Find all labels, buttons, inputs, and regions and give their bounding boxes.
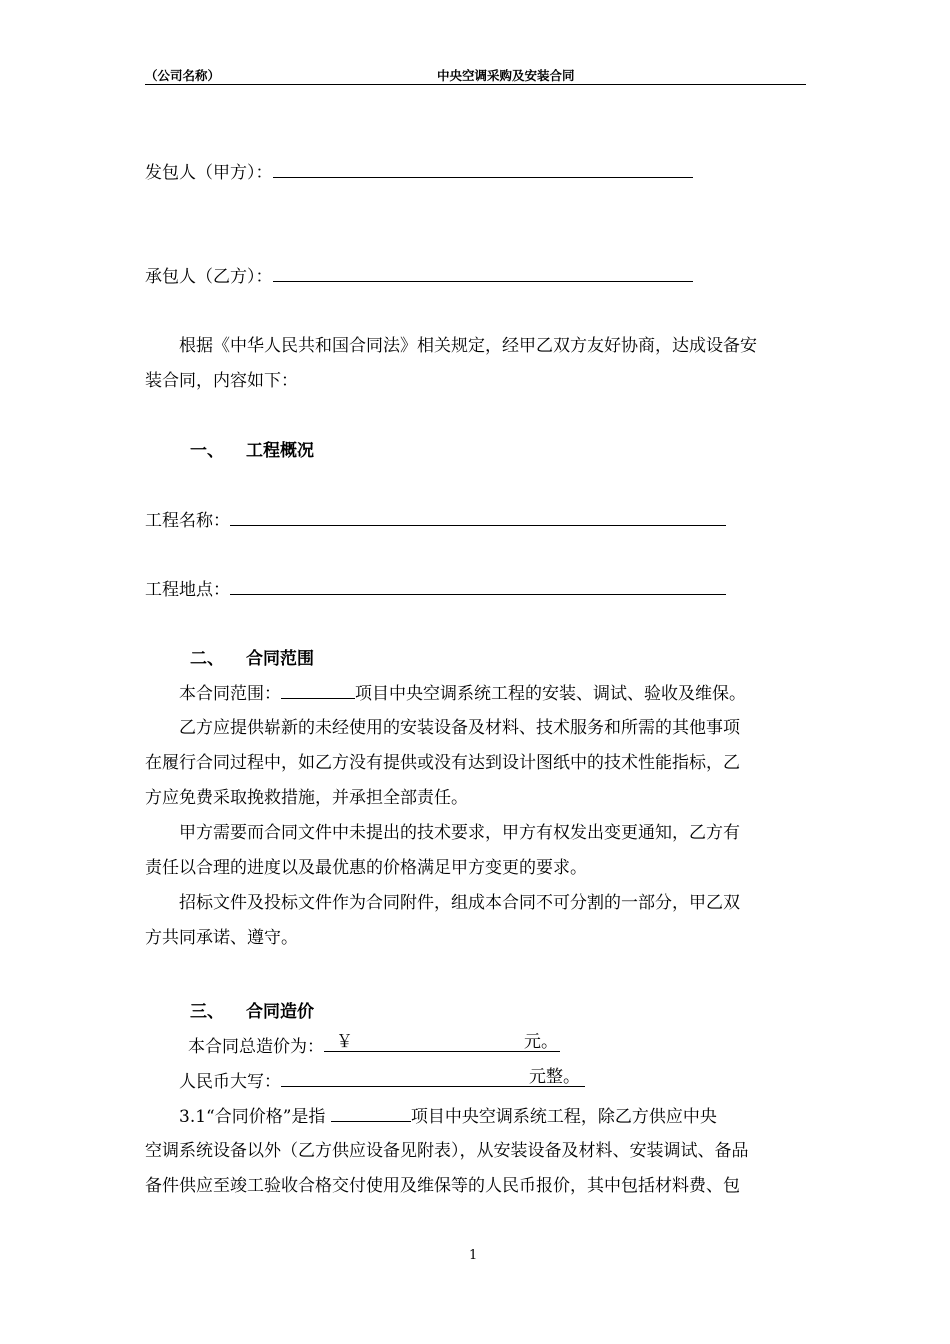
total-price-blank[interactable] bbox=[324, 1034, 560, 1052]
section-1-title: 工程概况 bbox=[246, 441, 314, 461]
scope-p2-line-1: 甲方需要而合同文件中未提出的技术要求，甲方有权发出变更通知，乙方有 bbox=[179, 823, 740, 843]
project-name-line bbox=[145, 508, 726, 533]
project-name-label: 工程名称： bbox=[145, 511, 230, 531]
scope-p1-line-3: 方应免费采取挽救措施，并承担全部责任。 bbox=[145, 788, 468, 808]
section-1-number: 一、 bbox=[190, 441, 224, 461]
scope-line bbox=[179, 681, 746, 706]
project-site-line bbox=[145, 577, 726, 602]
page-number: 1 bbox=[469, 1248, 478, 1263]
total-price-line bbox=[188, 1034, 560, 1059]
scope-suffix: 项目中央空调系统工程的安装、调试、验收及维保。 bbox=[355, 684, 746, 704]
intro-line-1: 根据《中华人民共和国合同法》相关规定，经甲乙双方友好协商，达成设备安 bbox=[179, 336, 757, 356]
intro-line-2: 装合同，内容如下： bbox=[145, 371, 298, 391]
clause-3-1-line-1 bbox=[179, 1104, 717, 1129]
scope-p3-line-2: 方共同承诺、遵守。 bbox=[145, 928, 298, 948]
party-b-line bbox=[145, 264, 693, 289]
section-2-number: 二、 bbox=[190, 649, 224, 669]
scope-p2-line-2: 责任以合理的进度以及最优惠的价格满足甲方变更的要求。 bbox=[145, 858, 587, 878]
total-price-label: 本合同总造价为： bbox=[188, 1037, 324, 1057]
clause-3-1-project-blank[interactable] bbox=[331, 1104, 411, 1122]
scope-prefix: 本合同范围： bbox=[179, 684, 281, 704]
party-b-blank[interactable] bbox=[273, 264, 693, 282]
header-company: （公司名称） bbox=[145, 68, 221, 83]
clause-3-1-suffix: 项目中央空调系统工程，除乙方供应中央 bbox=[410, 1107, 717, 1127]
scope-p1-line-1: 乙方应提供崭新的未经使用的安装设备及材料、技术服务和所需的其他事项 bbox=[179, 718, 740, 738]
party-a-label: 发包人（甲方）： bbox=[145, 163, 273, 183]
party-a-line bbox=[145, 160, 693, 185]
scope-project-blank[interactable] bbox=[281, 681, 355, 699]
clause-3-1-prefix: 3.1“合同价格”是指 bbox=[179, 1107, 326, 1127]
clause-3-1-line-3: 备件供应至竣工验收合格交付使用及维保等的人民币报价，其中包括材料费、包 bbox=[145, 1176, 740, 1196]
party-b-label: 承包人（乙方）： bbox=[145, 267, 273, 287]
total-price-unit: 元。 bbox=[524, 1032, 558, 1052]
currency-symbol: ￥ bbox=[336, 1032, 353, 1052]
rmb-amount-label: 人民币大写： bbox=[179, 1072, 281, 1092]
rmb-amount-unit: 元整。 bbox=[529, 1067, 580, 1087]
rmb-amount-blank[interactable] bbox=[281, 1069, 585, 1087]
rmb-amount-line bbox=[179, 1069, 585, 1094]
project-name-blank[interactable] bbox=[230, 508, 726, 526]
section-3-title: 合同造价 bbox=[246, 1002, 314, 1022]
scope-p3-line-1: 招标文件及投标文件作为合同附件，组成本合同不可分割的一部分，甲乙双 bbox=[179, 893, 740, 913]
header-divider bbox=[145, 84, 806, 85]
clause-3-1-line-2: 空调系统设备以外（乙方供应设备见附表），从安装设备及材料、安装调试、备品 bbox=[145, 1141, 749, 1161]
section-2-title: 合同范围 bbox=[246, 649, 314, 669]
party-a-blank[interactable] bbox=[273, 160, 693, 178]
section-3-number: 三、 bbox=[190, 1002, 224, 1022]
header-doc-title: 中央空调采购及安装合同 bbox=[437, 68, 575, 83]
project-site-label: 工程地点： bbox=[145, 580, 230, 600]
project-site-blank[interactable] bbox=[230, 577, 726, 595]
scope-p1-line-2: 在履行合同过程中，如乙方没有提供或没有达到设计图纸中的技术性能指标，乙 bbox=[145, 753, 740, 773]
